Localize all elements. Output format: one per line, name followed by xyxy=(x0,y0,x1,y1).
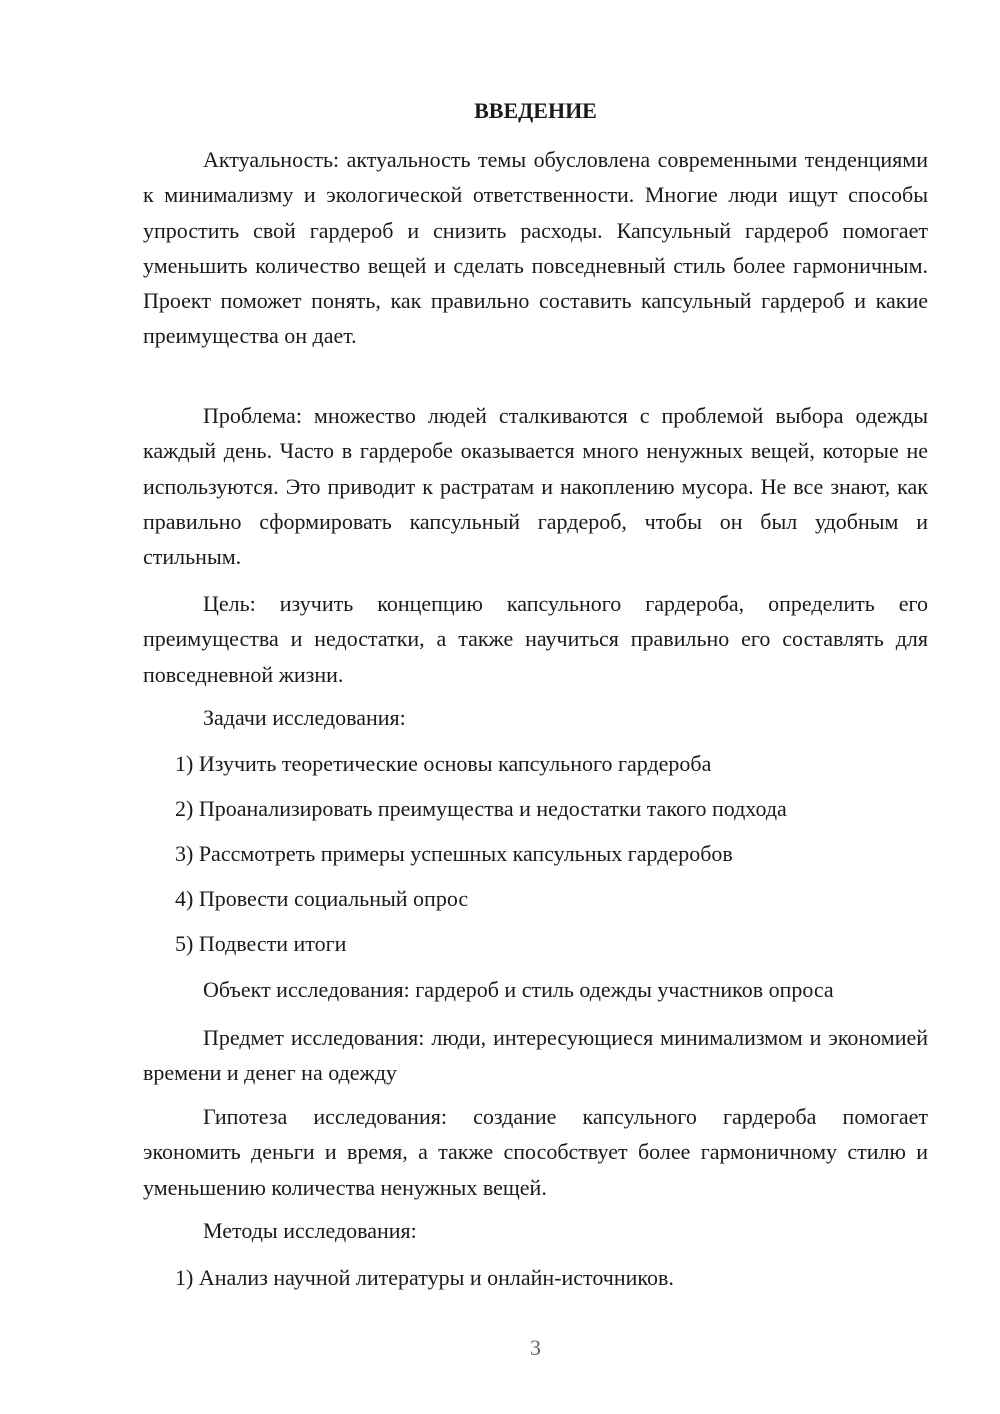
page-number: 3 xyxy=(530,1335,541,1360)
page-title: ВВЕДЕНИЕ xyxy=(474,98,597,123)
paragraph-subject: Предмет исследования: люди, интересующиеся минимализмом и экономией времени и денег на одежду xyxy=(143,1025,928,1086)
document-page xyxy=(143,0,928,1414)
tasks-heading: Задачи исследования: xyxy=(203,705,406,730)
list-item: 4) Провести социальный опрос xyxy=(175,886,469,911)
list-item: 2) Проанализировать преимущества и недостатки такого подхода xyxy=(175,796,787,821)
paragraph-problem: Проблема: множество людей сталкиваются с проблемой выбора одежды каждый день. Часто в гардеробе оказывается много ненужных вещей, которые не используются. Это приводит к растратам и накоплению мусора. Не все знают, как правильно сформировать капсульный гардероб, чтобы он был удобным и стильным. xyxy=(143,403,928,570)
paragraph-goal: Цель: изучить концепцию капсульного гардероба, определить его преимущества и недостатки, а также научиться правильно его составлять для повседневной жизни. xyxy=(143,591,928,687)
paragraph-object: Объект исследования: гардероб и стиль одежды участников опроса xyxy=(203,977,834,1002)
paragraph-hypothesis: Гипотеза исследования: создание капсульного гардероба помогает экономить деньги и время, а также способствует более гармоничному стилю и уменьшению количества ненужных вещей. xyxy=(143,1104,928,1200)
list-item: 3) Рассмотреть примеры успешных капсульных гардеробов xyxy=(175,841,733,866)
list-item: 1) Изучить теоретические основы капсульного гардероба xyxy=(175,751,712,776)
list-item: 1) Анализ научной литературы и онлайн-источников. xyxy=(175,1265,674,1290)
list-item: 5) Подвести итоги xyxy=(175,931,347,956)
paragraph-relevance: Актуальность: актуальность темы обусловлена современными тенденциями к минимализму и экологической ответственности. Многие люди ищут способы упростить свой гардероб и снизить расходы. Капсульный гардероб помогает уменьшить количество вещей и сделать повседневный стиль более гармоничным. Проект поможет понять, как правильно составить капсульный гардероб и какие преимущества он дает. xyxy=(143,147,928,349)
methods-heading: Методы исследования: xyxy=(203,1218,417,1243)
